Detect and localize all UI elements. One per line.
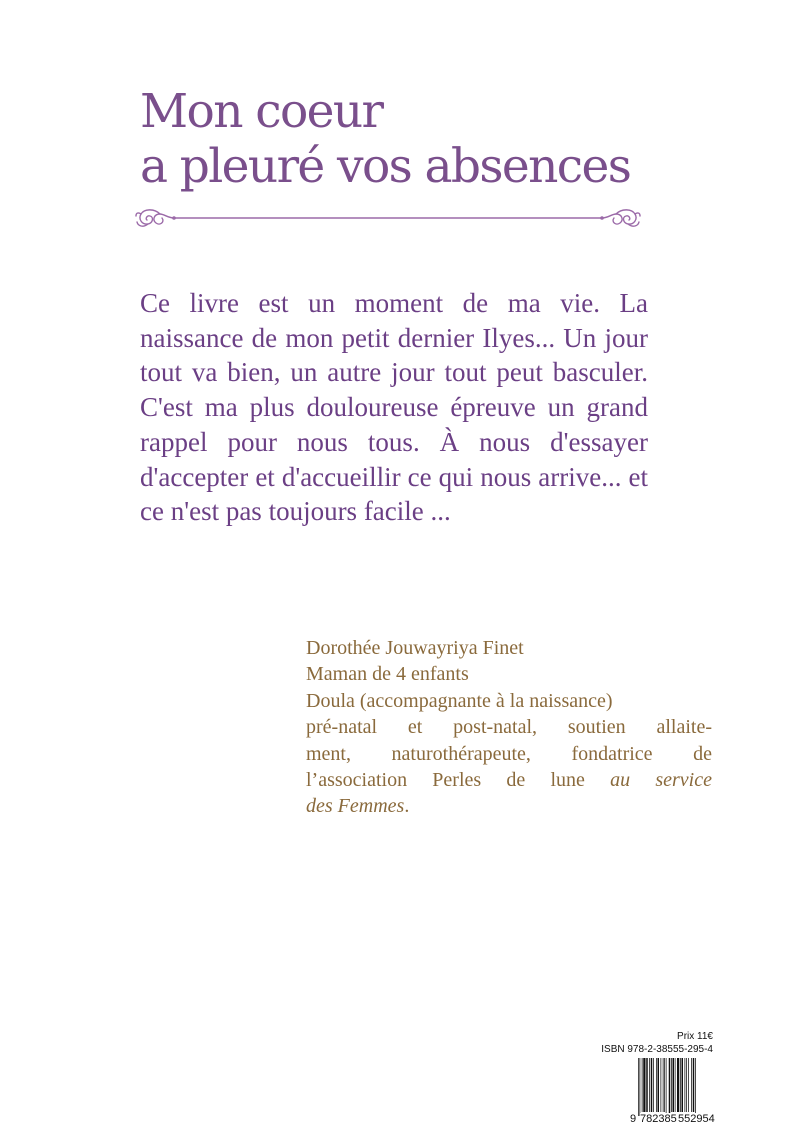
- barcode-bar: [693, 1058, 695, 1112]
- author-bio-line-3: ment, naturothérapeute, fondatrice de: [306, 742, 712, 765]
- barcode-bar: [666, 1058, 667, 1116]
- barcode-bar: [671, 1058, 672, 1112]
- barcode-bar: [675, 1058, 676, 1112]
- barcode-bar: [661, 1058, 662, 1112]
- author-name: Dorothée Jouwayriya Finet: [306, 637, 524, 659]
- barcode-bar: [646, 1058, 648, 1112]
- author-bio-line-4: [306, 767, 712, 793]
- barcode-bar: [680, 1058, 681, 1112]
- book-title: [140, 84, 700, 194]
- barcode-bar: [691, 1058, 692, 1112]
- author-bio-line-4-text: l’association Perles de lune: [306, 769, 611, 792]
- author-bio-end: .: [404, 795, 410, 818]
- barcode-bar: [656, 1058, 657, 1112]
- author-bio: [306, 635, 712, 820]
- barcode-bar: [640, 1058, 641, 1116]
- author-bio-italic-a: au service: [610, 769, 712, 792]
- barcode-digit-group-2: 552954: [678, 1113, 715, 1125]
- barcode-digit-group-1: 782385: [640, 1113, 677, 1125]
- barcode-bar: [653, 1058, 654, 1112]
- title-line-2: a pleuré vos absences: [140, 139, 631, 194]
- barcode-digit-first: 9: [630, 1113, 637, 1125]
- barcode-bar: [673, 1058, 675, 1112]
- barcode-bar: [651, 1058, 653, 1112]
- ornament-divider-icon: [134, 203, 642, 233]
- barcode-bar: [695, 1058, 696, 1116]
- barcode-bar: [649, 1058, 650, 1112]
- price-label: Prix 11€: [677, 1031, 713, 1042]
- author-bio-line-2: pré-natal et post-natal, soutien allaite-: [306, 716, 712, 739]
- back-cover-blurb: Ce livre est un moment de ma vie. La naissance de mon petit dernier Ilyes... Un jour tout va bien, un autre jour tout peut basculer. C'est ma plus douloureuse épreuve un grand rappel pour nous tous. À nous d'essayer d'accepter et d'accueillir ce qui nous arrive... et ce n'est pas toujours facile ...: [140, 288, 648, 527]
- barcode-bar: [638, 1058, 639, 1116]
- author-role: Maman de 4 enfants: [306, 663, 469, 686]
- barcode-bar: [688, 1058, 689, 1112]
- barcode-bar: [685, 1058, 686, 1112]
- author-bio-italic-b: des Femmes: [306, 795, 405, 818]
- barcode-bars: [630, 1058, 716, 1116]
- barcode-bar: [682, 1058, 684, 1112]
- barcode-digits: [630, 1113, 716, 1127]
- barcode-bar: [664, 1058, 665, 1112]
- barcode-bar: [669, 1058, 671, 1116]
- barcode-bar: [642, 1058, 643, 1112]
- barcode-bar: [686, 1058, 687, 1112]
- barcode-bar: [643, 1058, 645, 1112]
- author-bio-line-1: Doula (accompagnante à la naissance): [306, 689, 613, 712]
- title-line-1: Mon coeur: [140, 84, 383, 139]
- barcode-bar: [677, 1058, 679, 1112]
- isbn-label: ISBN 978-2-38555-295-4: [601, 1044, 713, 1055]
- barcode-bar: [658, 1058, 660, 1112]
- barcode-bar: [663, 1058, 664, 1112]
- author-bio-line-5: [306, 793, 712, 819]
